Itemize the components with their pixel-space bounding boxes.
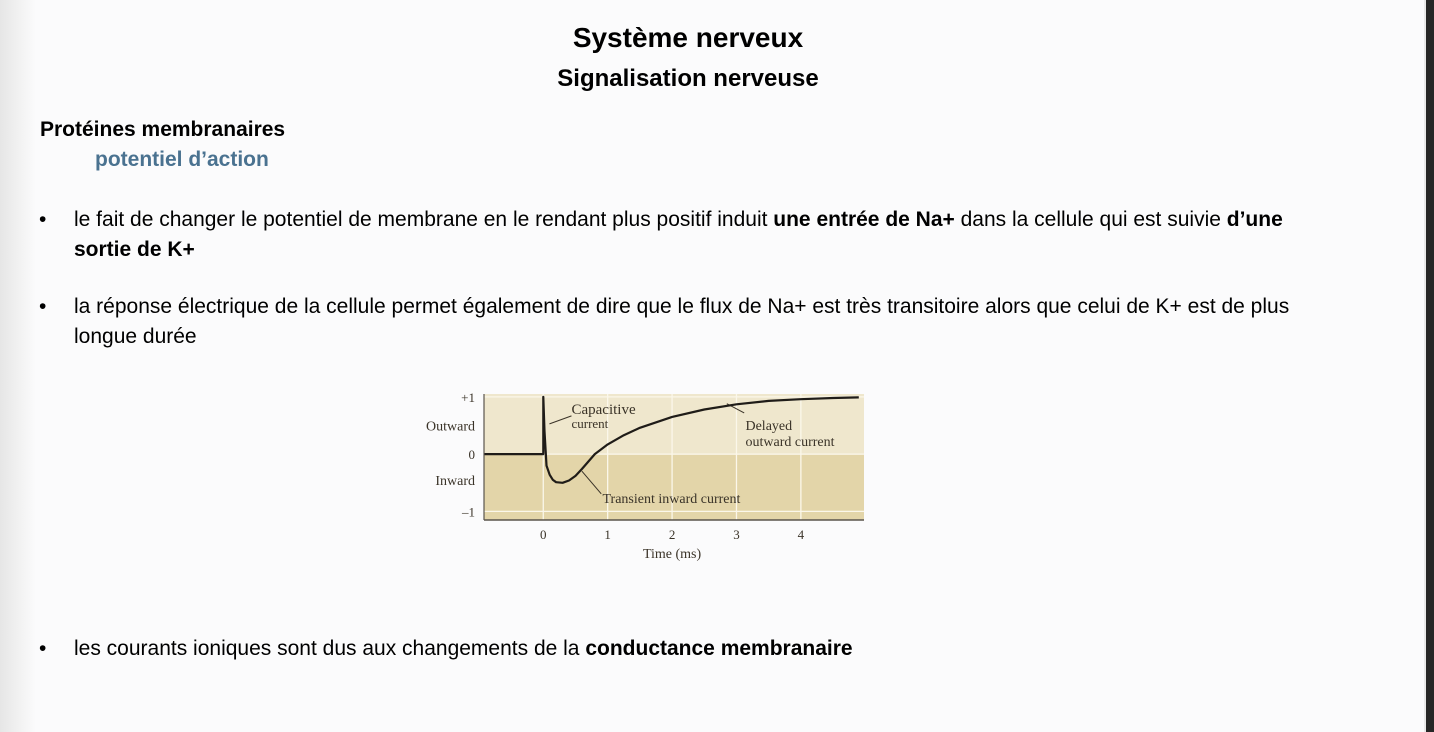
inward-region [484, 454, 864, 520]
bullet-marker: • [39, 295, 47, 318]
y-region-label: Inward [435, 473, 475, 489]
x-tick-label: 4 [797, 527, 805, 542]
y-tick-labels [461, 390, 475, 520]
y-tick-label: +1 [461, 389, 475, 405]
x-axis-label: Time (ms) [642, 547, 702, 562]
y-region-label: Outward [426, 419, 475, 435]
bullet-text-part: dans la cellule qui est suivie [954, 208, 1227, 231]
bullet-text [74, 292, 1324, 351]
window-right-border [1426, 0, 1434, 732]
chart-svg [400, 388, 880, 568]
page-subtitle: Signalisation nerveuse [557, 65, 819, 92]
bullet-text [74, 205, 1324, 264]
annotation-capacitive-line2: current [571, 415, 609, 431]
annotation-delayed-line2: outward current [745, 434, 835, 450]
section-subheading: potentiel d’action [95, 148, 269, 171]
x-tick-label: 1 [604, 527, 611, 542]
annotation-transient: Transient inward current [602, 491, 741, 507]
bullet-text-part: la réponse électrique de la cellule permet également de dire que le flux de Na+ est très transitoire alors que celui de K+ est de plus longue durée [74, 295, 1290, 348]
bullet-text-bold: une entrée de Na+ [773, 208, 955, 231]
x-tick-label: 0 [540, 527, 547, 542]
page-title: Système nerveux [572, 22, 804, 53]
bullet-marker: • [39, 637, 47, 660]
bullet-text-part: les courants ioniques sont dus aux changements de la [74, 637, 586, 660]
page-left-shadow [0, 0, 36, 732]
bullet-text-bold: conductance membranaire [585, 637, 853, 660]
x-tick-label: 3 [733, 527, 740, 542]
y-tick-label: 0 [468, 447, 475, 463]
annotation-capacitive: Capacitive [571, 401, 636, 418]
annotation-delayed: Delayed [745, 418, 793, 434]
x-tick-labels [540, 527, 805, 542]
bullet-marker: • [39, 208, 47, 231]
y-tick-label: –1 [462, 504, 475, 520]
x-tick-label: 2 [668, 527, 676, 542]
bullet-text [74, 634, 1324, 664]
membrane-current-chart [400, 388, 880, 568]
bullet-text-bold: d’une sortie de K+ [74, 208, 1283, 261]
bullet-text-part: le fait de changer le potentiel de membrane en le rendant plus positif induit [74, 208, 774, 231]
section-heading: Protéines membranaires [40, 118, 286, 141]
